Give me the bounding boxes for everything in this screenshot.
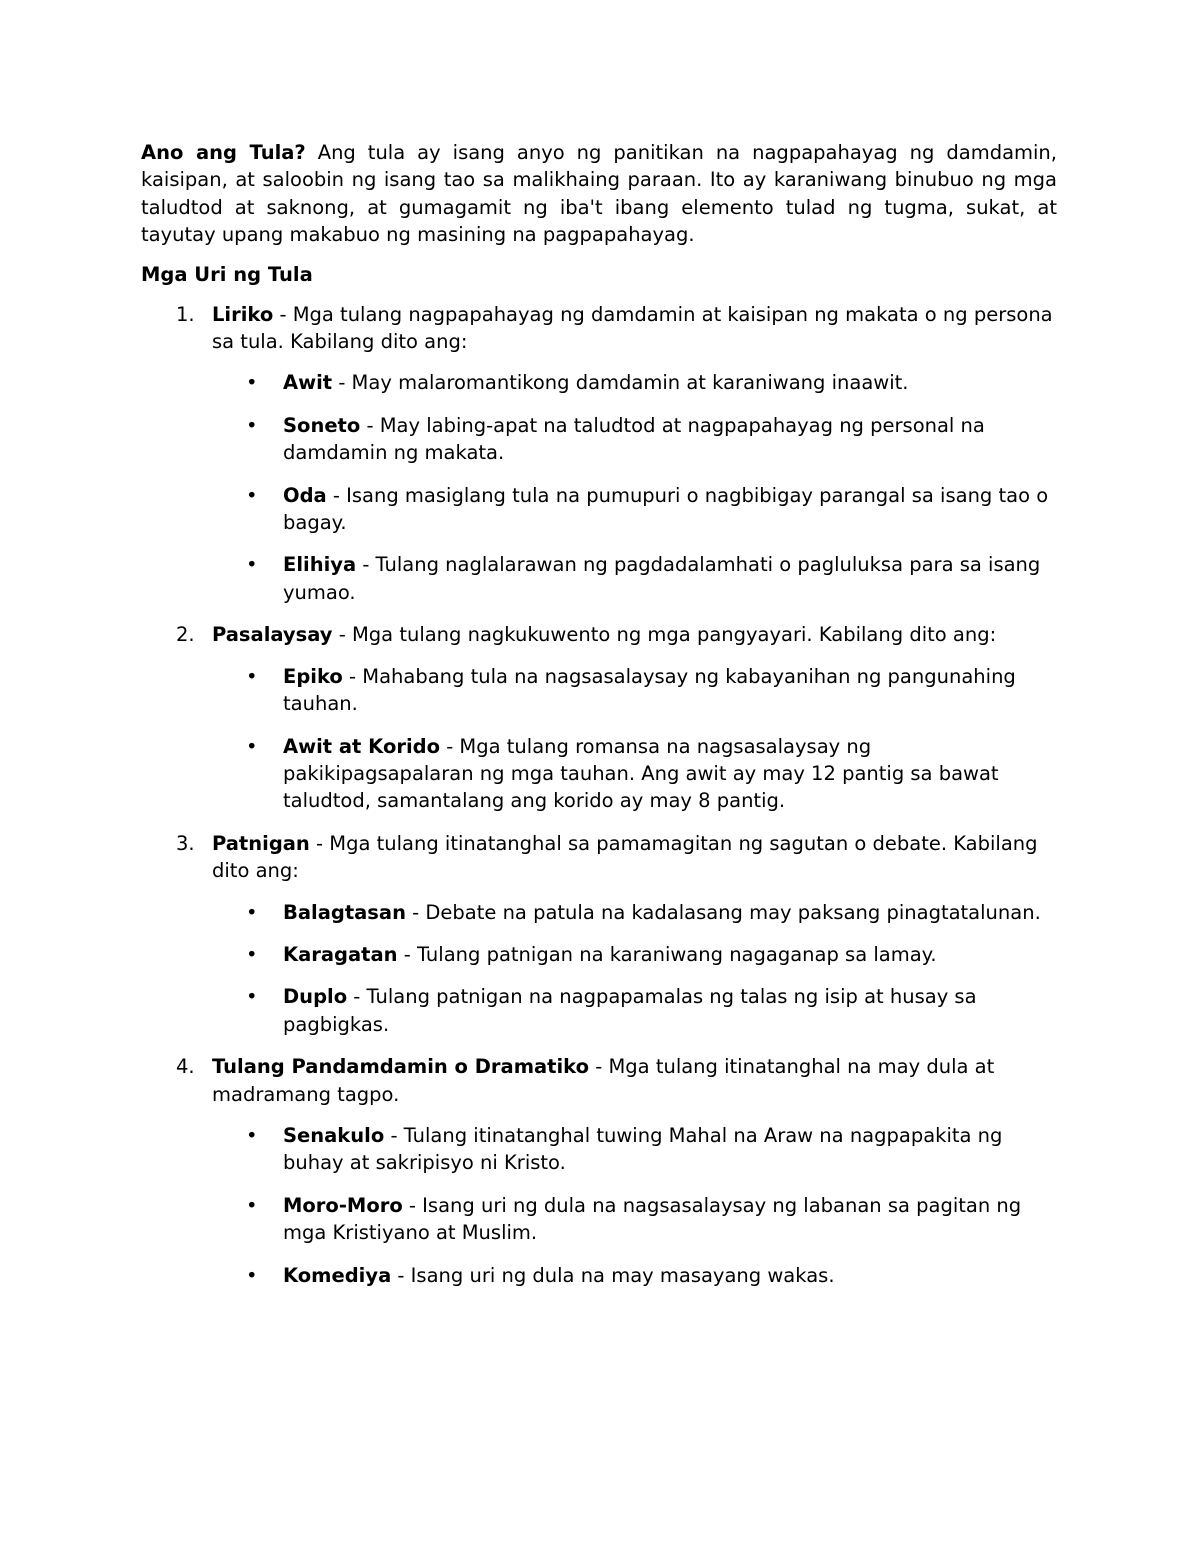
- type-number: 4.: [176, 1055, 195, 1079]
- types-list: [141, 301, 1057, 1289]
- sub-desc: - Isang uri ng dula na nagsasalaysay ng labanan sa pagitan ng mga Kristiyano at Muslim.: [283, 1193, 1022, 1245]
- type-number: 3.: [176, 831, 195, 855]
- type-desc: - Mga tulang itinatanghal na may dula at madramang tagpo.: [212, 1055, 995, 1106]
- sub-term: Duplo: [283, 985, 348, 1009]
- list-item: [212, 733, 1057, 815]
- bullet-icon: •: [246, 942, 258, 966]
- sub-term: Awit: [283, 371, 333, 395]
- sub-list: [212, 899, 1057, 1039]
- list-item: [212, 941, 1057, 968]
- bullet-icon: •: [246, 1263, 258, 1287]
- sub-list: [212, 1122, 1057, 1289]
- sub-desc: - Mga tulang romansa na nagsasalaysay ng pakikipagsapalaran ng mga tauhan. Ang awit ay may 12 pantig sa bawat taludtod, samantalang ang korido ay may 8 pantig.: [283, 734, 999, 813]
- sub-list: [212, 369, 1057, 606]
- sub-term: Moro-Moro: [283, 1193, 403, 1217]
- bullet-icon: •: [246, 985, 258, 1009]
- intro-text: Ang tula ay isang anyo ng panitikan na nagpapahayag ng damdamin, kaisipan, at saloobin ng isang tao sa malikhaing paraan. Ito ay karaniwang binubuo ng mga taludtod at saknong, at gumagamit ng iba't ibang elemento tulad ng tugma, sukat, at tayutay upang makabuo ng masining na pagpapahayag.: [141, 141, 1057, 247]
- sub-desc: - Tulang naglalarawan ng pagdadalamhati o pagluluksa para sa isang yumao.: [283, 553, 1041, 604]
- sub-term: Karagatan: [283, 942, 398, 966]
- type-item-pasalaysay: [141, 621, 1057, 814]
- sub-term: Elihiya: [283, 553, 357, 577]
- list-item: [212, 482, 1057, 537]
- sub-desc: - Tulang itinatanghal tuwing Mahal na Araw na nagpapakita ng buhay at sakripisyo ni Kristo.: [283, 1123, 1003, 1175]
- bullet-icon: •: [246, 371, 258, 395]
- sub-desc: - May labing-apat na taludtod at nagpapahayag ng personal na damdamin ng makata.: [283, 413, 985, 465]
- bullet-icon: •: [246, 1193, 258, 1217]
- sub-desc: - Debate na patula na kadalasang may paksang pinagtatalunan.: [405, 900, 1041, 924]
- sub-term: Epiko: [283, 664, 343, 688]
- type-term: Liriko: [212, 302, 274, 326]
- intro-heading: Ano ang Tula?: [141, 141, 306, 164]
- bullet-icon: •: [246, 664, 258, 688]
- list-item: [212, 412, 1057, 467]
- sub-desc: - May malaromantikong damdamin at karaniwang inaawit.: [332, 371, 909, 395]
- bullet-icon: •: [246, 1123, 258, 1147]
- sub-desc: - Mahabang tula na nagsasalaysay ng kabayanihan ng pangunahing tauhan.: [283, 664, 1016, 716]
- list-item: [212, 551, 1057, 606]
- sub-desc: - Isang uri ng dula na may masayang wakas.: [391, 1263, 835, 1287]
- sub-term: Oda: [283, 483, 327, 507]
- sub-term: Balagtasan: [283, 900, 406, 924]
- bullet-icon: •: [246, 413, 258, 437]
- list-item: [212, 1262, 1057, 1289]
- sub-desc: - Isang masiglang tula na pumupuri o nagbibigay parangal sa isang tao o bagay.: [283, 483, 1049, 535]
- sub-desc: - Tulang patnigan na karaniwang nagaganap sa lamay.: [397, 942, 937, 966]
- type-item-patnigan: [141, 830, 1057, 1038]
- sub-list: [212, 663, 1057, 815]
- type-desc: - Mga tulang nagkukuwento ng mga pangyayari. Kabilang dito ang:: [332, 623, 997, 647]
- section-title: Mga Uri ng Tula: [141, 262, 313, 286]
- bullet-icon: •: [246, 553, 258, 577]
- type-term: Patnigan: [212, 831, 310, 855]
- list-item: [212, 899, 1057, 926]
- bullet-icon: •: [246, 900, 258, 924]
- type-number: 1.: [176, 302, 195, 326]
- sub-desc: - Tulang patnigan na nagpapamalas ng talas ng isip at husay sa pagbigkas.: [283, 985, 977, 1036]
- list-item: [212, 1192, 1057, 1247]
- document-page: [141, 139, 1057, 1304]
- sub-term: Senakulo: [283, 1123, 385, 1147]
- type-term: Pasalaysay: [212, 623, 333, 647]
- type-desc: - Mga tulang itinatanghal sa pamamagitan ng sagutan o debate. Kabilang dito ang:: [212, 831, 1038, 883]
- bullet-icon: •: [246, 734, 258, 758]
- intro-paragraph: [141, 139, 1057, 249]
- type-desc: - Mga tulang nagpapahayag ng damdamin at kaisipan ng makata o ng persona sa tula. Kabilang dito ang:: [212, 302, 1053, 354]
- bullet-icon: •: [246, 483, 258, 507]
- type-term: Tulang Pandamdamin o Dramatiko: [212, 1055, 590, 1079]
- sub-term: Soneto: [283, 413, 361, 437]
- sub-term: Awit at Korido: [283, 734, 440, 758]
- type-item-liriko: [141, 301, 1057, 607]
- sub-term: Komediya: [283, 1263, 392, 1287]
- list-item: [212, 663, 1057, 718]
- type-item-dramatiko: [141, 1053, 1057, 1289]
- type-number: 2.: [176, 623, 195, 647]
- list-item: [212, 1122, 1057, 1177]
- list-item: [212, 369, 1057, 396]
- list-item: [212, 983, 1057, 1038]
